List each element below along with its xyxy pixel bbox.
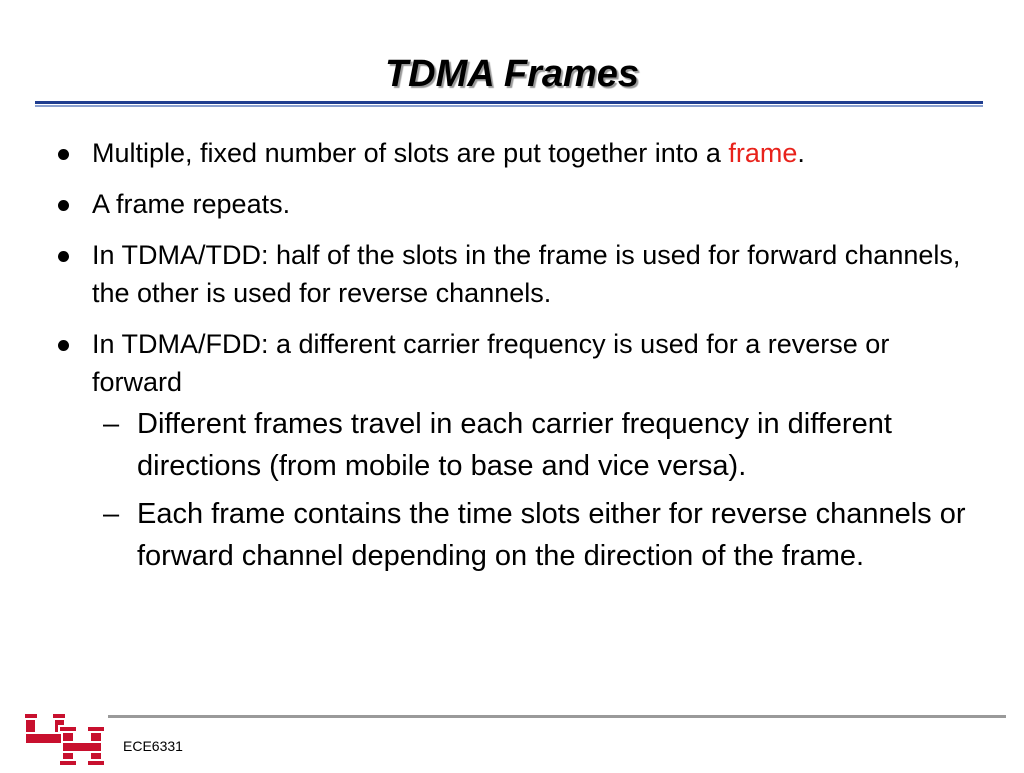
logo-letter-h <box>59 726 104 766</box>
slide-body <box>55 134 975 583</box>
dash-marker: – <box>103 498 120 530</box>
slide-title: TDMA Frames <box>384 53 640 95</box>
footer-course-code: ECE6331 <box>123 738 183 754</box>
bullet-text-tail: . <box>797 138 805 168</box>
footer-divider <box>108 715 1006 718</box>
title-divider <box>35 101 983 109</box>
bullet-item <box>55 185 975 223</box>
bullet-dot-icon <box>58 340 69 351</box>
dash-marker: – <box>103 408 120 440</box>
bullet-item <box>55 236 975 312</box>
bullet-item <box>55 325 975 401</box>
bullet-dot-icon <box>58 149 69 160</box>
bullet-dot-icon <box>58 200 69 211</box>
title-divider-line-primary <box>35 101 983 104</box>
uh-interlocking-logo-icon <box>24 712 104 768</box>
bullet-text: In TDMA/TDD: half of the slots in the frame is used for forward channels, the other is used for reverse channels. <box>92 240 961 308</box>
sub-bullet-item <box>55 493 975 577</box>
bullet-text: Multiple, fixed number of slots are put together into a <box>92 138 729 168</box>
bullet-text: In TDMA/FDD: a different carrier frequency is used for a reverse or forward <box>92 329 890 397</box>
bullet-text: A frame repeats. <box>92 189 291 219</box>
logo-serifs <box>24 713 66 719</box>
sub-bullet-text: Each frame contains the time slots either for reverse channels or forward channel depending on the direction of the frame. <box>137 498 966 572</box>
sub-bullet-item <box>55 403 975 487</box>
title-divider-line-secondary <box>35 105 983 107</box>
bullet-item <box>55 134 975 172</box>
bullet-dot-icon <box>58 251 69 262</box>
highlighted-term: frame <box>728 138 798 168</box>
sub-bullet-text: Different frames travel in each carrier frequency in different directions (from mobile to base and vice versa). <box>137 408 892 482</box>
